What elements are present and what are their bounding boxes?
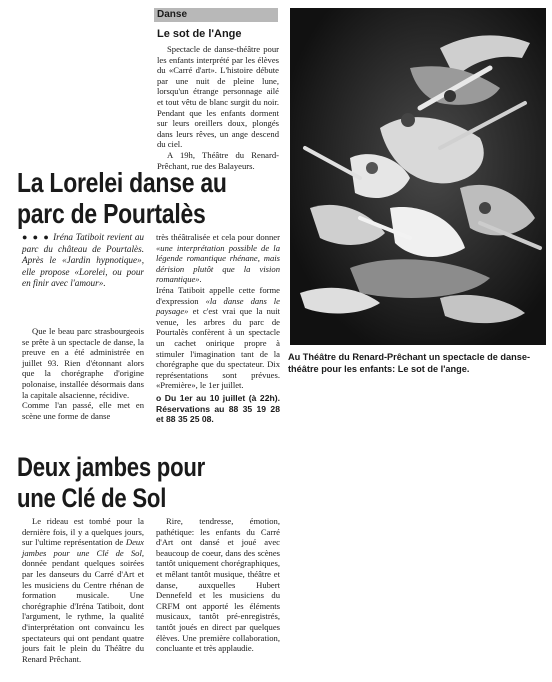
text-run: très théâtralisée et cela pour donner (156, 232, 280, 242)
headline-text: La Lorelei danse au parc de Pourtalès (17, 167, 227, 229)
rubric-label: Danse (154, 8, 278, 22)
main-article-headline (17, 167, 279, 229)
paragraph: Que le beau parc strasbourgeois se prête à un spectacle de danse, la preuve en a été administrée en juillet 93. Rien d'étonnant alors que la chorégraphe d'origine polonaise, installée désormais dans la capitale alsacienne, récidive. (22, 326, 144, 400)
quote: «la danse dans le paysage» (156, 295, 280, 317)
quote: «une interprétation possible de la légende romantique rhénane, mais dérision plutôt que la vision romantique». (156, 242, 280, 285)
sidebar-article-title: Le sot de l'Ange (157, 28, 242, 40)
main-article-info: o Du 1er au 10 juillet (à 22h). Réservations au 88 35 19 28 et 88 35 25 08. (156, 392, 280, 425)
main-article-column-2 (156, 232, 280, 425)
text-run: Iréna Tatiboit appelle cette forme d'expression (156, 284, 280, 306)
main-article-lead (22, 232, 144, 290)
paragraph (156, 285, 280, 391)
text-run: , donnée pendant quelques soirées par les danseurs du Carré d'Art et les musiciens du Centre rhénan de formation musicale. Une chorégraphie d'Iréna Tatiboit, dont l'argument, le rythme, la qualité d'interprétation ont convaincu les spectateurs qui ont pendant quatre jours fait le plein du Théâtre du Renard Prêchant. (22, 547, 144, 664)
main-article-column-1 (22, 326, 144, 421)
lead-bullets: ● ● ● (22, 232, 51, 242)
show-title: Deux jambes pour une Clé de Sol (22, 537, 144, 558)
text-run: et c'est vrai que la nuit venue, les arbres du parc de Pourtalès confèrent à un spectacle un cachet onirique propre à stimuler l'imagination tant de la chorégraphe que du spectateur. Dix représentations sont prévues. «Première», le 1er juillet. (156, 306, 280, 391)
second-article-headline (17, 452, 279, 514)
sidebar-article-body (157, 44, 279, 171)
sidebar-article-text: Spectacle de danse-théâtre pour les enfants interprété par les élèves du «Carré d'art». L'histoire débute par une nuit de pleine lune, lorsqu'un étrange personnage ailé et tout vêtu de blanc surgit du noir. Pendant que les enfants dorment sur leurs oreillers doux, plongés dans leurs rêves, un ange descend du ciel. (157, 44, 279, 150)
sidebar-article-info: A 19h, Théâtre du Renard-Prêchant, rue des Balayeurs. (157, 149, 279, 171)
second-article-column-1 (22, 516, 144, 664)
dancers-illustration (290, 8, 546, 345)
photo-caption: Au Théâtre du Renard-Prêchant un spectacle de danse-théâtre pour les enfants: Le sot de l'ange. (288, 352, 530, 374)
paragraph: Rire, tendresse, émotion, pathétique: les enfants du Carré d'Art ont dansé et joué avec beaucoup de coeur, dans des scènes tantôt uniquement chorégraphiques, et mêlant tantôt musique, théâtre et danse, auxquelles Hubert Dennefeld et les musiciens du CRFM ont apporté les éléments musicaux, tantôt pré-enregistrés, tantôt joués en direct par quelques élèves. Une première collaboration, concluante et très applaudie. (156, 516, 280, 654)
headline-text: Deux jambes pour une Clé de Sol (17, 452, 205, 513)
dance-photo (290, 8, 546, 345)
text-run: Le rideau est tombé pour la dernière fois, il y a quelques jours, sur l'ultime représentation de (22, 516, 144, 548)
paragraph: Comme l'an passé, elle met en scène une forme de danse (22, 400, 144, 421)
lead-text: Iréna Tatiboit revient au parc du château de Pourtalès. Après le «Jardin hypnotique», elle propose «Lorelei, ou pour en finir avec l'amour». (22, 232, 145, 289)
second-article-column-2 (156, 516, 280, 654)
paragraph (22, 516, 144, 664)
paragraph (156, 232, 280, 285)
